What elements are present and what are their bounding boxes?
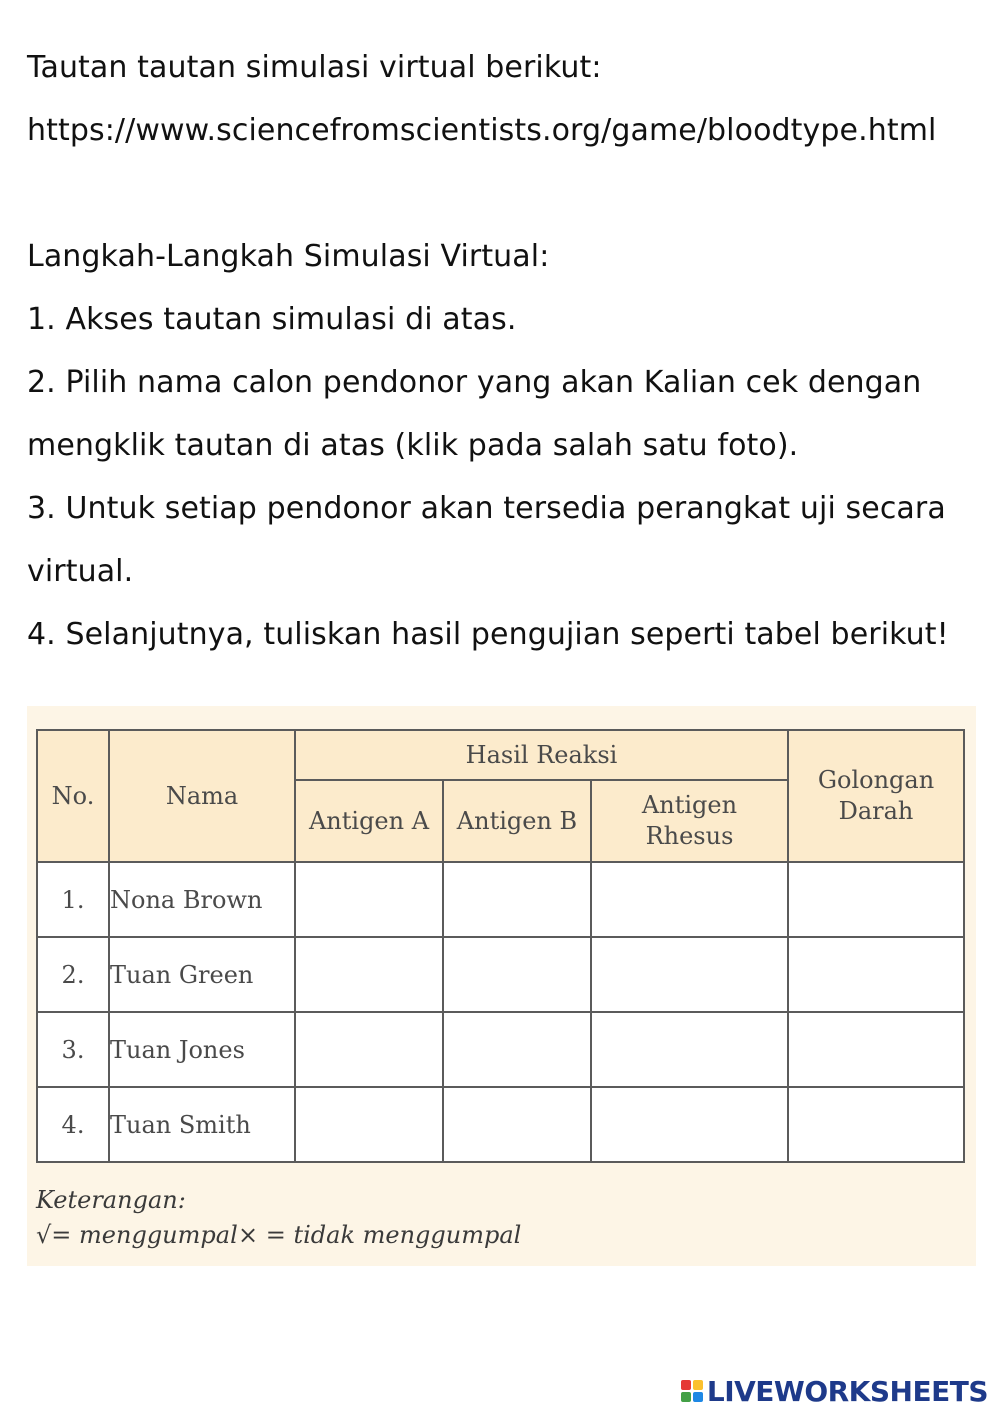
logo-square — [681, 1380, 691, 1390]
header-hasil-reaksi: Hasil Reaksi — [295, 730, 788, 780]
table-row — [37, 1087, 964, 1162]
logo-square — [693, 1392, 703, 1402]
header-antigen-rhesus — [591, 780, 788, 862]
step-line: mengklik tautan di atas (klik pada salah satu foto). — [27, 428, 799, 463]
brand-name: LIVEWORKSHEETS — [706, 1374, 988, 1408]
cell-antigen-a[interactable] — [295, 937, 443, 1012]
cell-antigen-a[interactable] — [295, 1087, 443, 1162]
cell-antigen-a[interactable] — [295, 862, 443, 937]
results-table — [36, 729, 965, 1163]
simulation-url[interactable]: https://www.sciencefromscientists.org/game/bloodtype.html — [27, 113, 937, 148]
header-rhesus-line2: Rhesus — [645, 822, 734, 850]
header-nama: Nama — [109, 730, 295, 862]
legend-check: √= menggumpal — [36, 1221, 238, 1249]
header-golongan-line2: Darah — [838, 797, 914, 825]
cell-golongan-darah[interactable] — [788, 862, 964, 937]
header-rhesus-line1: Antigen — [641, 791, 738, 819]
cell-antigen-b[interactable] — [443, 1087, 591, 1162]
header-no: No. — [37, 730, 109, 862]
row-number: 1. — [37, 862, 109, 937]
cell-antigen-b[interactable] — [443, 862, 591, 937]
cell-antigen-b[interactable] — [443, 937, 591, 1012]
cell-antigen-b[interactable] — [443, 1012, 591, 1087]
row-name: Tuan Jones — [109, 1012, 295, 1087]
legend-cross: × = tidak menggumpal — [238, 1221, 522, 1249]
table-row — [37, 937, 964, 1012]
liveworksheets-mark-icon — [681, 1380, 703, 1402]
cell-golongan-darah[interactable] — [788, 1087, 964, 1162]
header-golongan-line1: Golongan — [817, 766, 935, 794]
step-line: 2. Pilih nama calon pendonor yang akan Kalian cek dengan — [27, 365, 922, 400]
row-name: Tuan Green — [109, 937, 295, 1012]
header-antigen-b: Antigen B — [443, 780, 591, 862]
cell-antigen-rhesus[interactable] — [591, 1087, 788, 1162]
intro-heading: Tautan tautan simulasi virtual berikut: — [27, 50, 602, 85]
header-antigen-a: Antigen A — [295, 780, 443, 862]
cell-golongan-darah[interactable] — [788, 937, 964, 1012]
row-number: 4. — [37, 1087, 109, 1162]
step-line: 4. Selanjutnya, tuliskan hasil pengujian seperti tabel berikut! — [27, 617, 949, 652]
logo-square — [681, 1392, 691, 1402]
notes-title: Keterangan: — [36, 1186, 186, 1214]
row-name: Tuan Smith — [109, 1087, 295, 1162]
row-number: 2. — [37, 937, 109, 1012]
table-row — [37, 1012, 964, 1087]
row-number: 3. — [37, 1012, 109, 1087]
cell-antigen-rhesus[interactable] — [591, 1012, 788, 1087]
header-golongan-darah — [788, 730, 964, 862]
liveworksheets-logo — [681, 1373, 988, 1409]
step-line: virtual. — [27, 554, 134, 589]
step-line: 3. Untuk setiap pendonor akan tersedia perangkat uji secara — [27, 491, 946, 526]
cell-antigen-rhesus[interactable] — [591, 937, 788, 1012]
logo-square — [693, 1380, 703, 1390]
cell-antigen-a[interactable] — [295, 1012, 443, 1087]
row-name: Nona Brown — [109, 862, 295, 937]
cell-antigen-rhesus[interactable] — [591, 862, 788, 937]
steps-title: Langkah-Langkah Simulasi Virtual: — [27, 239, 550, 274]
table-row — [37, 862, 964, 937]
cell-golongan-darah[interactable] — [788, 1012, 964, 1087]
step-line: 1. Akses tautan simulasi di atas. — [27, 302, 517, 337]
